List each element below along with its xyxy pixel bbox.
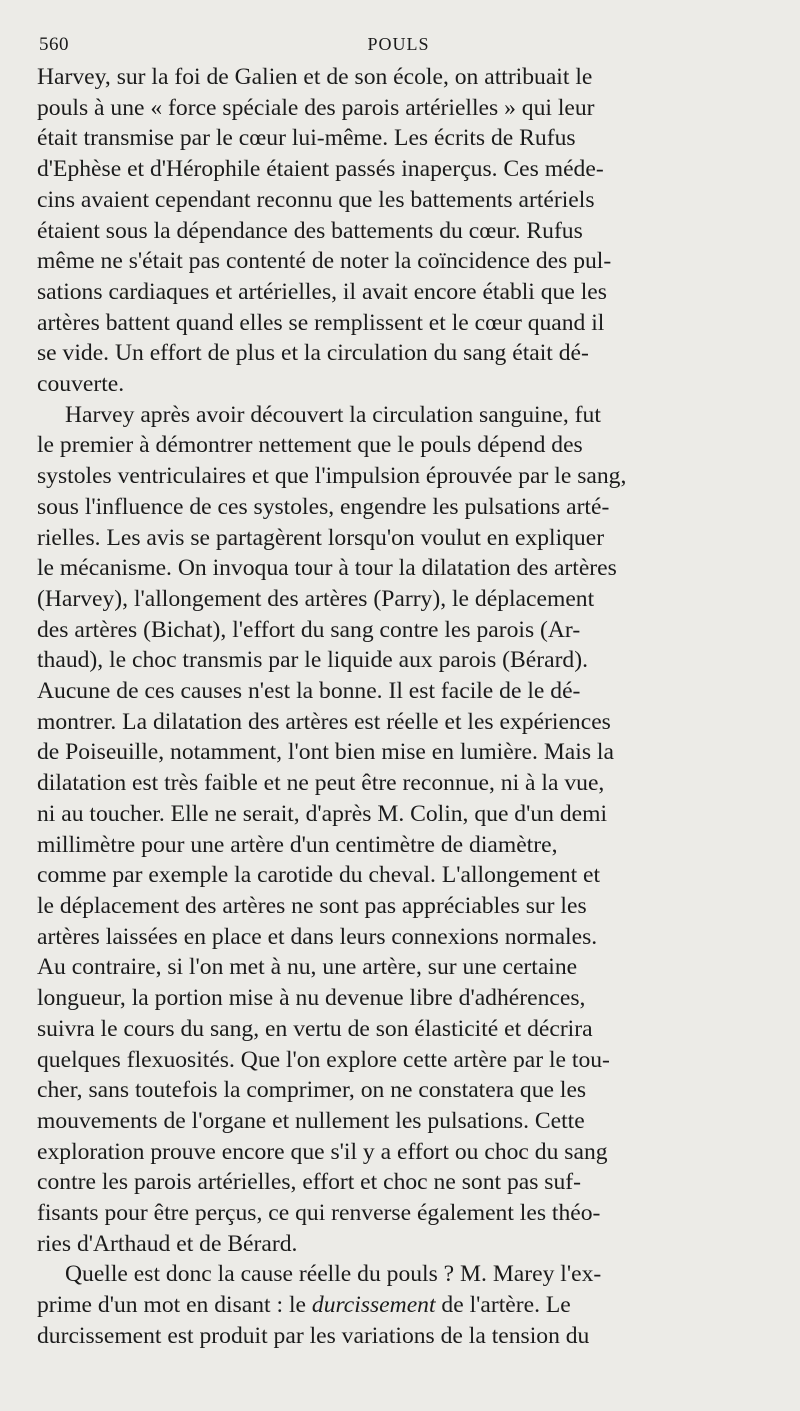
paragraph-1 bbox=[37, 62, 760, 400]
text-fragment: Quelle est donc la cause réelle du pouls ? M. Marey l'ex- bbox=[65, 1261, 602, 1288]
text-line: le premier à démontrer nettement que le pouls dépend des bbox=[37, 432, 583, 459]
text-line: ni au toucher. Elle ne serait, d'après M. Colin, que d'un demi bbox=[37, 800, 608, 827]
text-line bbox=[37, 1290, 760, 1321]
text-line: montrer. La dilatation des artères est réelle et les expériences bbox=[37, 708, 611, 735]
text-line: Harvey après avoir découvert la circulation sanguine, fut bbox=[65, 401, 601, 428]
text-line: thaud), le choc transmis par le liquide aux parois (Bérard). bbox=[37, 647, 588, 674]
text-line: Harvey, sur la foi de Galien et de son école, on attribuait le bbox=[37, 64, 593, 90]
text-line: artères battent quand elles se remplissent et le cœur quand il bbox=[37, 309, 605, 336]
text-line: était transmise par le cœur lui-même. Les écrits de Rufus bbox=[37, 125, 576, 152]
text-line: le déplacement des artères ne sont pas appréciables sur les bbox=[37, 892, 587, 919]
text-fragment: de l'artère. Le bbox=[435, 1292, 571, 1319]
text-line: longueur, la portion mise à nu devenue libre d'adhérences, bbox=[37, 985, 586, 1012]
italic-term: durcissement bbox=[311, 1292, 436, 1319]
text-line: contre les parois artérielles, effort et choc ne sont pas suf- bbox=[37, 1169, 581, 1196]
running-header bbox=[37, 28, 760, 62]
text-line bbox=[37, 1321, 760, 1352]
text-fragment: prime d'un mot en disant : le bbox=[37, 1292, 312, 1319]
text-line: systoles ventriculaires et que l'impulsion éprouvée par le sang, bbox=[37, 463, 627, 490]
text-line bbox=[37, 1259, 760, 1290]
text-line: d'Ephèse et d'Hérophile étaient passés inaperçus. Ces méde- bbox=[37, 156, 604, 183]
running-title: POULS bbox=[367, 34, 430, 54]
text-line: rielles. Les avis se partagèrent lorsqu'on voulut en expliquer bbox=[37, 524, 605, 551]
text-line: mouvements de l'organe et nullement les pulsations. Cette bbox=[37, 1107, 585, 1134]
text-line: pouls à une « force spéciale des parois artérielles » qui leur bbox=[37, 94, 595, 121]
text-line: de Poiseuille, notamment, l'ont bien mise en lumière. Mais la bbox=[37, 739, 614, 766]
text-line: fisants pour être perçus, ce qui renverse également les théo- bbox=[37, 1200, 601, 1227]
page-number: 560 bbox=[39, 34, 69, 55]
paragraph-3 bbox=[37, 1259, 760, 1351]
text-line: cher, sans toutefois la comprimer, on ne constatera que les bbox=[37, 1077, 587, 1104]
text-line: étaient sous la dépendance des battements du cœur. Rufus bbox=[37, 217, 583, 244]
text-line: exploration prouve encore que s'il y a effort ou choc du sang bbox=[37, 1138, 608, 1165]
text-line: sations cardiaques et artérielles, il avait encore établi que les bbox=[37, 278, 607, 305]
text-line: même ne s'était pas contenté de noter la coïncidence des pul- bbox=[37, 248, 612, 275]
text-line: des artères (Bichat), l'effort du sang contre les parois (Ar- bbox=[37, 616, 581, 643]
text-line: cins avaient cependant reconnu que les battements artériels bbox=[37, 186, 595, 213]
body-text bbox=[37, 62, 760, 1352]
text-fragment: durcissement est produit par les variations de la tension du bbox=[37, 1322, 590, 1349]
text-line: Aucune de ces causes n'est la bonne. Il est facile de le dé- bbox=[37, 678, 581, 705]
text-line: suivra le cours du sang, en vertu de son élasticité et décrira bbox=[37, 1015, 593, 1042]
paragraph-2 bbox=[37, 400, 760, 1260]
text-line: couverte. bbox=[37, 371, 125, 398]
text-line: comme par exemple la carotide du cheval. L'allongement et bbox=[37, 862, 601, 889]
text-line: le mécanisme. On invoqua tour à tour la dilatation des artères bbox=[37, 555, 617, 582]
text-line: millimètre pour une artère d'un centimètre de diamètre, bbox=[37, 831, 558, 858]
text-line: dilatation est très faible et ne peut être reconnue, ni à la vue, bbox=[37, 770, 605, 797]
text-line: artères laissées en place et dans leurs connexions normales. bbox=[37, 923, 598, 950]
text-line: sous l'influence de ces systoles, engendre les pulsations arté- bbox=[37, 493, 610, 520]
text-line: quelques flexuosités. Que l'on explore cette artère par le tou- bbox=[37, 1046, 610, 1073]
text-line: se vide. Un effort de plus et la circulation du sang était dé- bbox=[37, 340, 589, 367]
text-line: Au contraire, si l'on met à nu, une artère, sur une certaine bbox=[37, 954, 578, 981]
text-line: (Harvey), l'allongement des artères (Parry), le déplacement bbox=[37, 585, 595, 612]
text-line: ries d'Arthaud et de Bérard. bbox=[37, 1230, 298, 1257]
